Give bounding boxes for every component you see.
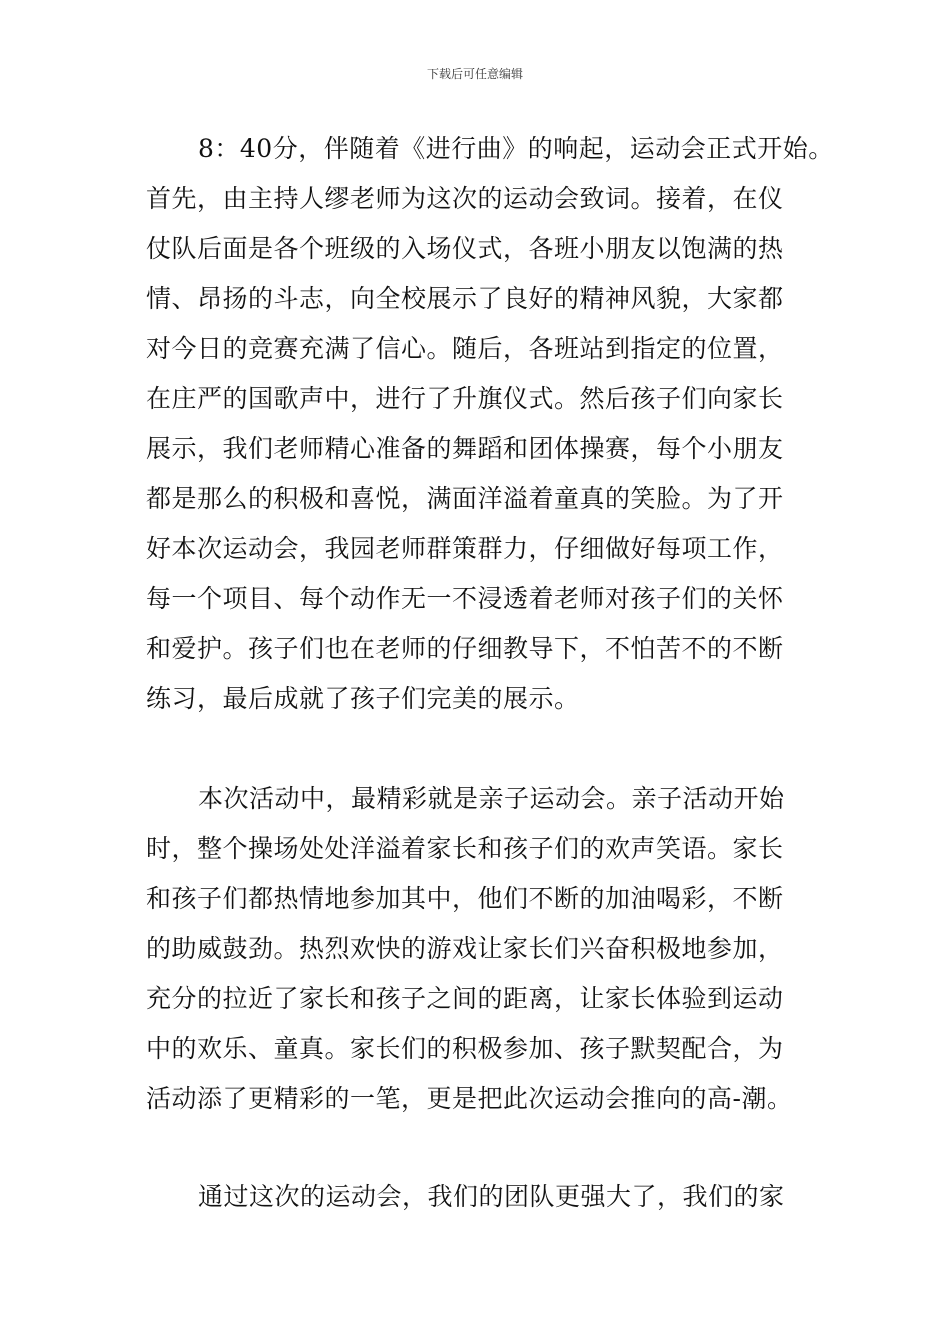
header-note: 下载后可任意编辑 (426, 67, 523, 81)
paragraph-line: 中的欢乐、童真。家长们的积极参加、孩子默契配合，为 (146, 1034, 784, 1063)
paragraph-line: 和爱护。孩子们也在老师的仔细教导下，不怕苦不的不断 (146, 634, 784, 663)
paragraph-2 (146, 774, 816, 1124)
paragraph-line: 活动添了更精彩的一笔，更是把此次运动会推向的高-潮。 (146, 1084, 793, 1113)
paragraph-line: 首先，由主持人缪老师为这次的运动会致词。接着，在仪 (146, 184, 784, 213)
paragraph-line: 时，整个操场处处洋溢着家长和孩子们的欢声笑语。家长 (146, 834, 784, 863)
paragraph-1 (146, 124, 834, 724)
paragraph-3 (146, 1172, 816, 1222)
paragraph-line: 情、昂扬的斗志，向全校展示了良好的精神风貌，大家都 (146, 284, 784, 313)
paragraph-line: 练习，最后成就了孩子们完美的展示。 (146, 684, 580, 713)
paragraph-line: 展示，我们老师精心准备的舞蹈和团体操赛，每个小朋友 (146, 434, 784, 463)
paragraph-line: 对今日的竞赛充满了信心。随后，各班站到指定的位置， (146, 334, 784, 363)
paragraph-line: 好本次运动会，我园老师群策群力，仔细做好每项工作， (146, 534, 784, 563)
paragraph-line: 和孩子们都热情地参加其中，他们不断的加油喝彩，不断 (146, 884, 784, 913)
paragraph-line: 在庄严的国歌声中，进行了升旗仪式。然后孩子们向家长 (146, 384, 784, 413)
paragraph-line: 每一个项目、每个动作无一不浸透着老师对孩子们的关怀 (146, 584, 784, 613)
paragraph-line: 本次活动中，最精彩就是亲子运动会。亲子活动开始 (198, 784, 785, 813)
paragraph-line: 的助威鼓劲。热烈欢快的游戏让家长们兴奋积极地参加， (146, 934, 784, 963)
paragraph-line: 充分的拉近了家长和孩子之间的距离，让家长体验到运动 (146, 984, 784, 1013)
paragraph-line: 8：40分，伴随着《进行曲》的响起，运动会正式开始。 (198, 134, 834, 163)
paragraph-line: 仗队后面是各个班级的入场仪式，各班小朋友以饱满的热 (146, 234, 784, 263)
paragraph-line: 都是那么的积极和喜悦，满面洋溢着童真的笑脸。为了开 (146, 484, 784, 513)
paragraph-line: 通过这次的运动会，我们的团队更强大了，我们的家 (198, 1182, 785, 1211)
